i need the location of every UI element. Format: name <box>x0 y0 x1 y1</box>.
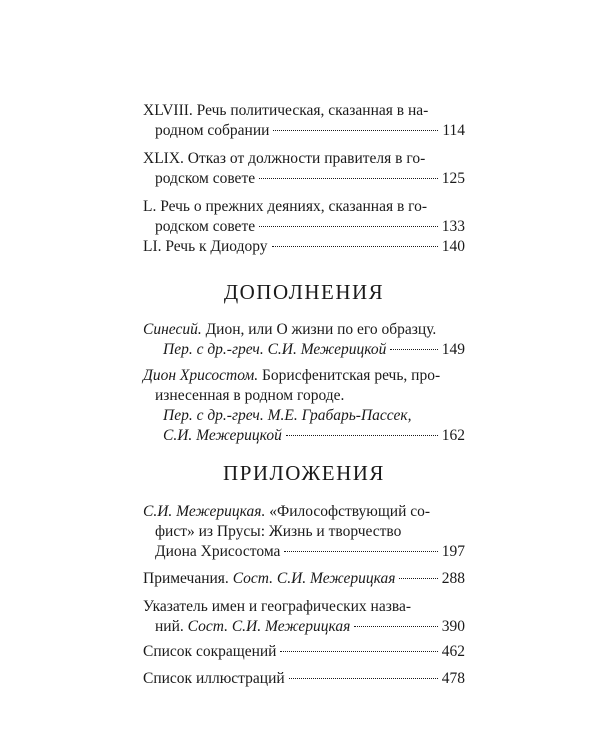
entry-translator: С.И. Межерицкой <box>163 427 282 444</box>
entry-translator: Пер. с др.-греч. С.И. Межерицкой <box>163 341 387 358</box>
entry-compiler: Сост. С.И. Межерицкая <box>183 618 351 635</box>
toc-entry-abbreviations <box>143 642 465 662</box>
entry-leader-line <box>143 642 465 662</box>
entry-title-end: родском совете <box>155 170 256 187</box>
section-title-dopolneniya: ДОПОЛНЕНИЯ <box>223 280 385 304</box>
entry-leader-line <box>143 569 465 589</box>
entry-line: Указатель имен и географических назва- <box>143 598 411 615</box>
dot-leader <box>399 578 437 579</box>
entry-title-end: родском совете <box>155 218 256 235</box>
dot-leader <box>259 226 438 227</box>
toc-entry-48 <box>143 101 465 141</box>
entry-leader-line <box>143 542 465 562</box>
dot-leader <box>273 130 438 131</box>
entry-leader-line <box>143 340 465 360</box>
entry-leader-line <box>143 617 465 637</box>
dot-leader <box>354 626 437 627</box>
page-number: 133 <box>441 218 465 235</box>
entry-compiler: Сост. С.И. Межерицкая <box>228 570 396 587</box>
page-number: 197 <box>441 543 465 560</box>
dot-leader <box>272 246 438 247</box>
page-number: 149 <box>441 341 465 358</box>
entry-line <box>143 320 465 340</box>
dot-leader <box>286 435 438 436</box>
entry-title: «Философствующий со- <box>265 503 431 520</box>
section-title-prilozheniya: ПРИЛОЖЕНИЯ <box>223 461 385 485</box>
entry-title: Список иллюстраций <box>143 670 285 687</box>
page-number: 288 <box>441 570 465 587</box>
entry-title: LI. Речь к Диодору <box>143 238 268 255</box>
entry-title: Борисфенитская речь, про- <box>258 367 441 384</box>
entry-title <box>155 617 350 637</box>
entry-leader-line <box>143 669 465 689</box>
page-number: 462 <box>441 643 465 660</box>
entry-line: XLIX. Отказ от должности правителя в го- <box>143 150 426 167</box>
page-number: 162 <box>441 427 465 444</box>
entry-line <box>143 502 465 522</box>
toc-entry-49 <box>143 149 465 189</box>
entry-leader-line <box>143 217 465 237</box>
entry-line <box>143 366 465 386</box>
dot-leader <box>280 651 437 652</box>
entry-line: фист» из Прусы: Жизнь и творчество <box>155 523 402 540</box>
entry-author: С.И. Межерицкая. <box>143 503 266 520</box>
entry-title-end: Диона Хрисостома <box>155 543 281 560</box>
entry-title-end: родном собрании <box>155 122 270 139</box>
entry-leader-line <box>143 426 465 446</box>
entry-translator: Пер. с др.-греч. М.Е. Грабарь-Пассек, <box>163 407 412 424</box>
entry-title-text: ний. <box>155 618 184 635</box>
entry-line: XLVIII. Речь политическая, сказанная в на- <box>143 102 429 119</box>
page-number: 114 <box>442 122 465 139</box>
toc-entry-essay <box>143 502 465 562</box>
dot-leader <box>390 349 437 350</box>
toc-entry-dio <box>143 366 465 446</box>
entry-title <box>143 569 395 589</box>
page-number: 390 <box>441 618 465 635</box>
page-number: 125 <box>441 170 465 187</box>
dot-leader <box>284 551 437 552</box>
entry-title: Список сокращений <box>143 643 277 660</box>
entry-leader-line <box>143 237 465 257</box>
toc-entry-50 <box>143 197 465 237</box>
page-number: 140 <box>441 238 465 255</box>
entry-title: Дион, или О жизни по его образцу. <box>201 321 437 338</box>
entry-line: изнесенная в родном городе. <box>155 387 345 404</box>
entry-leader-line <box>143 169 465 189</box>
entry-author: Синесий. <box>143 321 202 338</box>
toc-entry-notes <box>143 569 465 589</box>
page-number: 478 <box>441 670 465 687</box>
entry-line: L. Речь о прежних деяниях, сказанная в го- <box>143 198 428 215</box>
entry-leader-line <box>143 121 465 141</box>
toc-entry-illustrations <box>143 669 465 689</box>
entry-author: Дион Хрисостом. <box>143 367 259 384</box>
toc-entry-51 <box>143 237 465 257</box>
toc-entry-synesius <box>143 320 465 360</box>
entry-title-text: Примечания. <box>143 570 229 587</box>
toc-entry-index <box>143 597 465 637</box>
dot-leader <box>259 178 438 179</box>
dot-leader <box>289 678 438 679</box>
